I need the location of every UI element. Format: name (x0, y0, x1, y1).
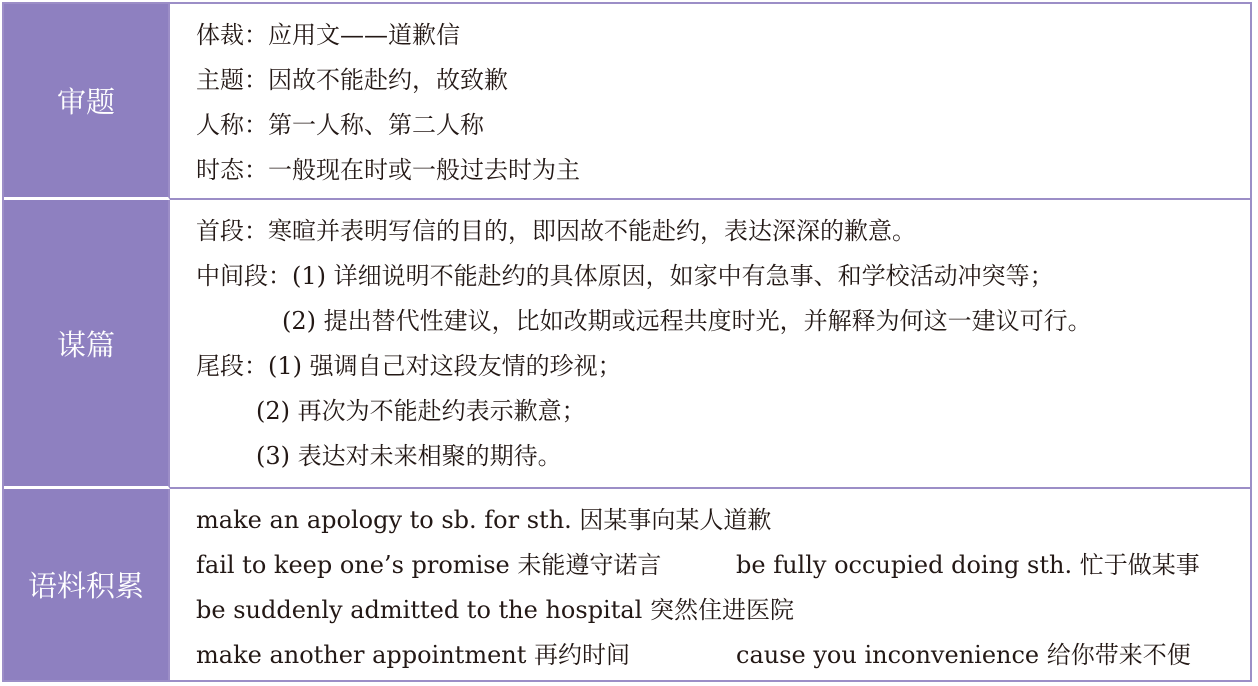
phrase-line: make another appointment 再约时间 (196, 641, 631, 669)
middle-paragraph-line-1: 中间段：(1) 详细说明不能赴约的具体原因，如家中有急事、和学校活动冲突等； (196, 262, 1054, 290)
person-line: 人称：第一人称、第二人称 (196, 111, 484, 139)
tense-line: 时态：一般现在时或一般过去时为主 (196, 156, 580, 184)
writing-guide-table (2, 2, 1252, 682)
theme-line: 主题：因故不能赴约，故致歉 (196, 66, 508, 94)
genre-line: 体裁：应用文——道歉信 (196, 21, 460, 49)
last-paragraph-line-2: (2) 再次为不能赴约表示歉意； (256, 397, 586, 425)
row-content-yuliao (170, 489, 1250, 680)
phrase-row (196, 640, 1191, 670)
first-paragraph-line: 首段：寒暄并表明写信的目的，即因故不能赴约，表达深深的歉意。 (196, 217, 916, 245)
row-label-moupian: 谋篇 (4, 200, 170, 489)
row-label-shenti: 审题 (4, 4, 170, 200)
phrase-line: be fully occupied doing sth. 忙于做某事 (736, 551, 1200, 579)
middle-paragraph-line-2: (2) 提出替代性建议，比如改期或远程共度时光，并解释为何这一建议可行。 (282, 307, 1092, 335)
row-label-yuliao: 语料积累 (4, 489, 170, 680)
phrase-line: fail to keep one’s promise 未能遵守诺言 (196, 551, 662, 579)
last-paragraph-line-1: 尾段：(1) 强调自己对这段友情的珍视； (196, 352, 622, 380)
phrase-row (196, 550, 1200, 580)
phrase-line: cause you inconvenience 给你带来不便 (736, 641, 1191, 669)
row-content-moupian (170, 200, 1250, 489)
row-content-shenti (170, 4, 1250, 200)
phrase-line: be suddenly admitted to the hospital 突然住进医院 (196, 596, 794, 624)
phrase-line: make an apology to sb. for sth. 因某事向某人道歉 (196, 506, 772, 534)
last-paragraph-line-3: (3) 表达对未来相聚的期待。 (256, 442, 562, 470)
